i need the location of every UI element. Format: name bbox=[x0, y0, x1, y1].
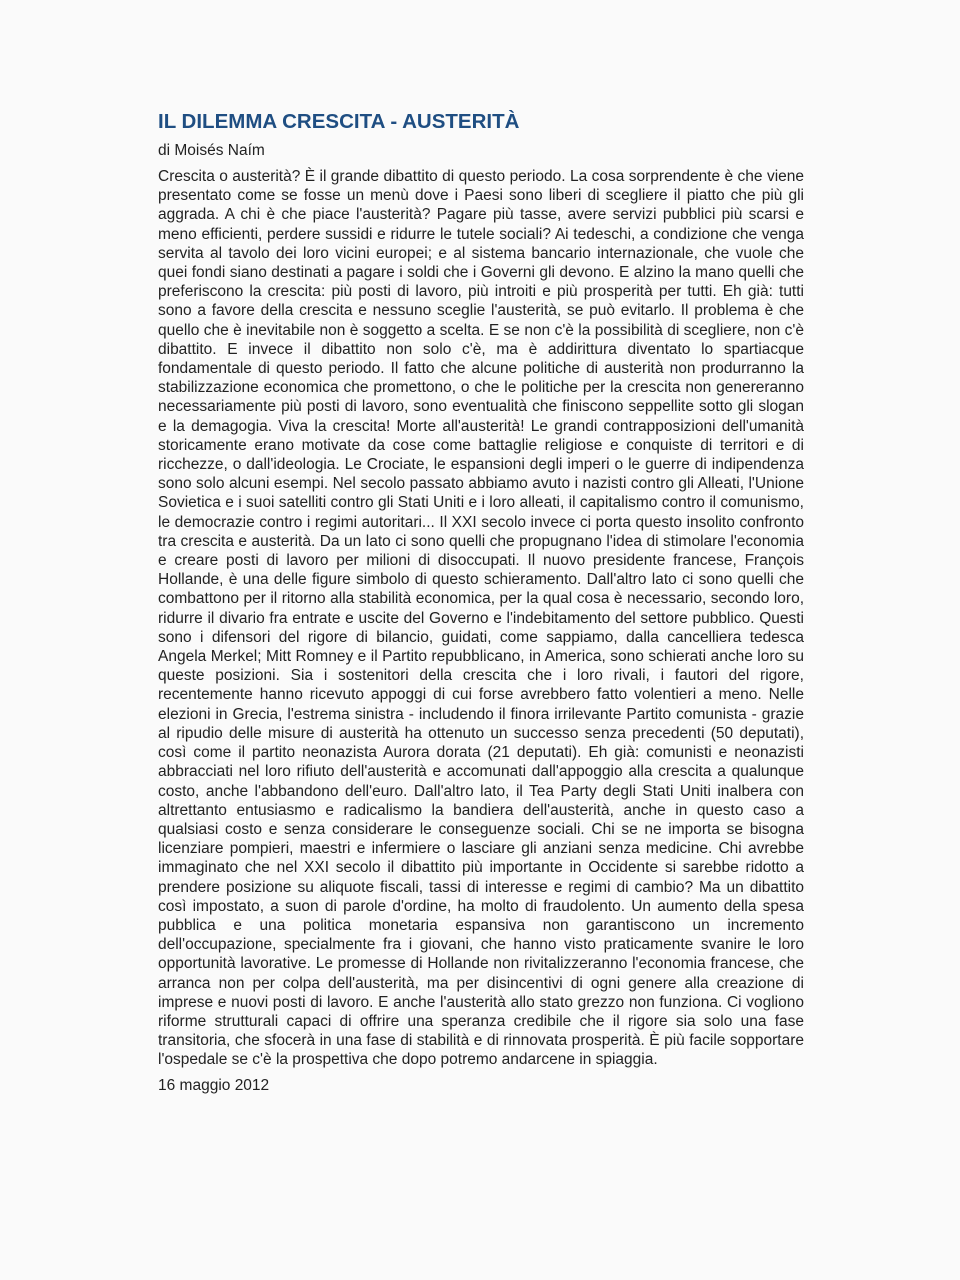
article bbox=[158, 108, 804, 1096]
article-author: di Moisés Naím bbox=[158, 142, 265, 159]
article-body: Crescita o austerità? È il grande dibattito di questo periodo. La cosa sorprendente è che viene presentato come se fosse un menù dove i Paesi sono liberi di scegliere il piatto che più gli aggrada. A chi è che piace l'austerità? Pagare più tasse, avere servizi pubblici più scarsi e meno efficienti, perdere sussidi e ridurre le tutele sociali? Ai tedeschi, a condizione che venga servita al tavolo dei loro vicini europei; e al sistema bancario internazionale, che vuole che quei fondi siano destinati a pagare i soldi che i Governi gli devono. E alzino la mano quelli che preferiscono la crescita: più posti di lavoro, più introiti e più prosperità per tutti. Eh già: tutti sono a favore della crescita e nessuno sceglie l'austerità, se può evitarlo. Il problema è che quello che è inevitabile non è soggetto a scelta. E se non c'è la possibilità di scegliere, non c'è dibattito. E invece il dibattito non solo c'è, ma è addirittura diventato lo spartiacque fondamentale di questo periodo. Il fatto che alcune politiche di austerità non produrranno la stabilizzazione economica che promettono, o che le politiche per la crescita non genereranno necessariamente più posti di lavoro, sono eventualità che finiscono seppellite sotto gli slogan e la demagogia. Viva la crescita! Morte all'austerità! Le grandi contrapposizioni dell'umanità storicamente erano motivate da cose come battaglie religiose e conquiste di territori e di ricchezze, o dall'ideologia. Le Crociate, le espansioni degli imperi o le guerre di indipendenza sono solo alcuni esempi. Nel secolo passato abbiamo avuto i nazisti contro gli Alleati, l'Unione Sovietica e i suoi satelliti contro gli Stati Uniti e i loro alleati, il capitalismo contro il comunismo, le democrazie contro i regimi autoritari... Il XXI secolo invece ci porta questo insolito confronto tra crescita e austerità. Da un lato ci sono quelli che propugnano l'idea di stimolare l'economia e creare posti di lavoro per milioni di disoccupati. Il nuovo presidente francese, François Hollande, è una delle figure simbolo di questo schieramento. Dall'altro lato ci sono quelli che combattono per il ritorno alla stabilità economica, per la qual cosa è necessario, secondo loro, ridurre il divario fra entrate e uscite del Governo e l'indebitamento del settore pubblico. Questi sono i difensori del rigore di bilancio, guidati, come sappiamo, dalla cancelliera tedesca Angela Merkel; Mitt Romney e il Partito repubblicano, in America, sono schierati anche loro su queste posizioni. Sia i sostenitori della crescita che i loro rivali, i fautori del rigore, recentemente hanno ricevuto appoggi di cui forse avrebbero fatto volentieri a meno. Nelle elezioni in Grecia, l'estrema sinistra - includendo il finora irrilevante Partito comunista - grazie al ripudio delle misure di austerità ha ottenuto un successo senza precedenti (50 deputati), così come il partito neonazista Aurora dorata (21 deputati). Eh già: comunisti e neonazisti abbracciati nel loro rifiuto dell'austerità e accomunati dall'appoggio alla crescita a qualunque costo, anche l'abbandono dell'euro. Dall'altro lato, il Tea Party degli Stati Uniti inalbera con altrettanto entusiasmo e radicalismo la bandiera dell'austerità, anche in questo caso a qualsiasi costo e senza considerare le conseguenze sociali. Chi se ne importa se bisogna licenziare pompieri, maestri e infermiere o lasciare gli anziani senza medicine. Chi avrebbe immaginato che nel XXI secolo il dibattito più importante in Occidente si sarebbe ridotto a prendere posizione su aliquote fiscali, tassi di interesse e regimi di cambio? Ma un dibattito così impostato, a suon di parole d'ordine, ha molto di fraudolento. Un aumento della spesa pubblica e una politica monetaria espansiva non garantiscono un incremento dell'occupazione, specialmente fra i giovani, che hanno visto praticamente svanire le loro opportunità lavorative. Le promesse di Hollande non rivitalizzeranno l'economia francese, che arranca non per colpa dell'austerità, ma per disincentivi di ogni genere alla creazione di imprese e nuovi posti di lavoro. E anche l'austerità allo stato grezzo non funziona. Ci vogliono riforme strutturali capaci di offrire una speranza credibile che il rigore sia solo una fase transitoria, che sfocerà in una fase di stabilità e di rinnovata prosperità. È più facile sopportare l'ospedale se c'è la prospettiva che dopo potremo andarcene in spiaggia. bbox=[158, 168, 804, 1069]
article-date: 16 maggio 2012 bbox=[158, 1076, 270, 1094]
article-title: IL DILEMMA CRESCITA - AUSTERITÀ bbox=[158, 110, 520, 133]
